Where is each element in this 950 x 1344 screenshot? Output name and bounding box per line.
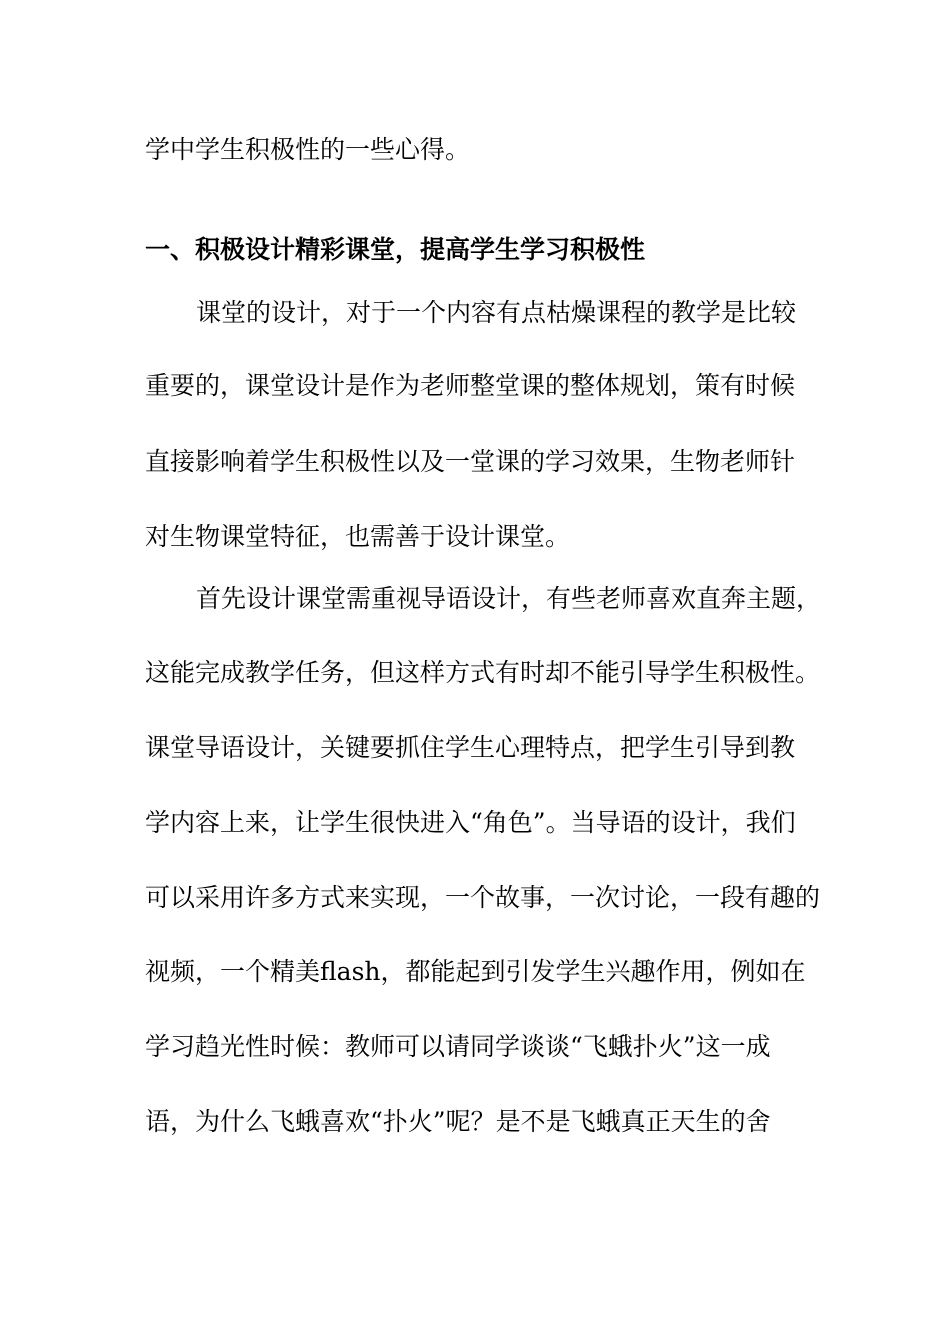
paragraph-line: 视频，一个精美flash，都能起到引发学生兴趣作用，例如在 (145, 957, 806, 986)
paragraph-line: 学中学生积极性的一些心得。 (145, 135, 471, 164)
paragraph-line: 课堂导语设计，关键要抓住学生心理特点，把学生引导到教 (145, 733, 796, 762)
paragraph-line: 重要的，课堂设计是作为老师整堂课的整体规划，策有时候 (145, 371, 796, 400)
paragraph-line: 直接影响着学生积极性以及一堂课的学习效果，生物老师针 (145, 447, 796, 476)
section-heading: 一、积极设计精彩课堂，提高学生学习积极性 (145, 235, 646, 264)
paragraph-line: 语，为什么飞蛾喜欢“扑火”呢？是不是飞蛾真正天生的舍 (145, 1107, 771, 1136)
paragraph-line: 这能完成教学任务，但这样方式有时却不能引导学生积极性。 (145, 658, 821, 687)
paragraph-line: 首先设计课堂需重视导语设计，有些老师喜欢直奔主题， (196, 584, 822, 613)
paragraph-line: 可以采用许多方式来实现，一个故事，一次讨论，一段有趣的 (145, 883, 821, 912)
paragraph-line: 学内容上来，让学生很快进入“角色”。当导语的设计，我们 (145, 808, 796, 837)
paragraph-line: 对生物课堂特征，也需善于设计课堂。 (145, 522, 571, 551)
paragraph-line: 学习趋光性时候：教师可以请同学谈谈“飞蛾扑火”这一成 (145, 1032, 771, 1061)
paragraph-line: 课堂的设计，对于一个内容有点枯燥课程的教学是比较 (196, 298, 797, 327)
